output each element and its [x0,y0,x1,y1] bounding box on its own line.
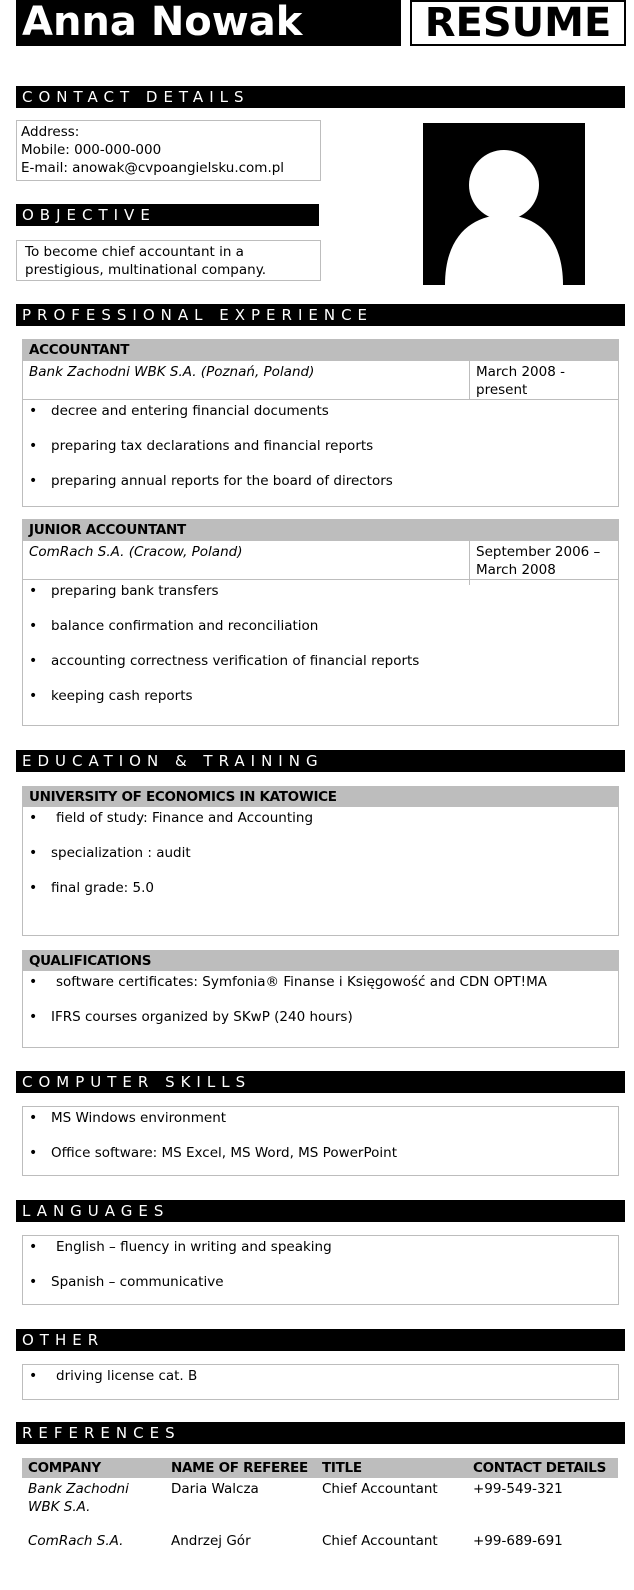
resume-title: RESUME [410,0,626,46]
objective-text: To become chief accountant in a prestigious, multinational company. [25,244,267,278]
languages-box [22,1235,619,1305]
education-entry [22,786,619,936]
list-item: • field of study: Finance and Accounting [23,807,618,842]
qualifications-title: QUALIFICATIONS [23,951,618,971]
section-other: OTHER [16,1329,625,1351]
reference-name: Daria Walcza [171,1481,259,1497]
other-box [22,1364,619,1400]
list-item: • preparing annual reports for the board of directors [23,470,618,505]
column-header: CONTACT DETAILS [467,1458,618,1478]
column-header: NAME OF REFEREE [165,1458,316,1478]
contact-email: E-mail: anowak@cvpoangielsku.com.pl [21,160,285,176]
objective-box [16,240,321,281]
list-item: • decree and entering financial documents [23,400,618,435]
list-item: • driving license cat. B [23,1365,618,1395]
table-row [22,1478,618,1530]
candidate-name: Anna Nowak [16,0,401,46]
reference-title: Chief Accountant [322,1481,438,1497]
person-silhouette-icon [423,123,585,285]
table-row [22,1530,618,1570]
job-title: ACCOUNTANT [23,340,618,360]
job-company: Bank Zachodni WBK S.A. (Poznań, Poland) [23,361,470,399]
section-education-training: EDUCATION & TRAINING [16,750,625,772]
list-item: • keeping cash reports [23,685,618,720]
list-item: • preparing tax declarations and financial reports [23,435,618,470]
contact-mobile: Mobile: 000-000-000 [21,142,162,158]
reference-company: ComRach S.A. [28,1533,124,1549]
profile-photo-placeholder [423,123,585,285]
column-header: COMPANY [22,1458,165,1478]
list-item: • accounting correctness verification of financial reports [23,650,618,685]
job-company: ComRach S.A. (Cracow, Poland) [23,541,470,585]
list-item: • balance confirmation and reconciliation [23,615,618,650]
list-item: • Office software: MS Excel, MS Word, MS PowerPoint [23,1142,618,1177]
experience-entry [22,519,619,726]
list-item: • preparing bank transfers [23,580,618,615]
list-item: • English – fluency in writing and speaking [23,1236,618,1271]
list-item: • software certificates: Symfonia® Finanse i Księgowość and CDN OPT!MA [23,971,618,1006]
section-languages: LANGUAGES [16,1200,625,1222]
references-table [22,1458,618,1570]
list-item: • specialization : audit [23,842,618,877]
reference-contact: +99-689-691 [473,1533,563,1549]
list-item: • Spanish – communicative [23,1271,618,1306]
table-header-row [22,1458,618,1478]
contact-address: Address: [21,124,80,140]
section-computer-skills: COMPUTER SKILLS [16,1071,625,1093]
reference-name: Andrzej Gór [171,1533,251,1549]
job-dates: March 2008 - present [476,364,565,398]
column-header: TITLE [316,1458,467,1478]
job-title: JUNIOR ACCOUNTANT [23,520,618,540]
computer-skills-box [22,1106,619,1176]
school-name: UNIVERSITY OF ECONOMICS IN KATOWICE [23,787,618,807]
reference-title: Chief Accountant [322,1533,438,1549]
list-item: • IFRS courses organized by SKwP (240 hours) [23,1006,618,1041]
section-professional-experience: PROFESSIONAL EXPERIENCE [16,304,625,326]
reference-contact: +99-549-321 [473,1481,563,1497]
section-contact-details: CONTACT DETAILS [16,86,625,108]
job-dates: September 2006 – March 2008 [476,544,601,578]
contact-box [16,120,321,181]
section-references: REFERENCES [16,1422,625,1444]
section-objective: OBJECTIVE [16,204,319,226]
qualifications-entry [22,950,619,1048]
reference-company: Bank Zachodni WBK S.A. [28,1481,129,1515]
experience-entry [22,339,619,507]
list-item: • MS Windows environment [23,1107,618,1142]
list-item: • final grade: 5.0 [23,877,618,912]
